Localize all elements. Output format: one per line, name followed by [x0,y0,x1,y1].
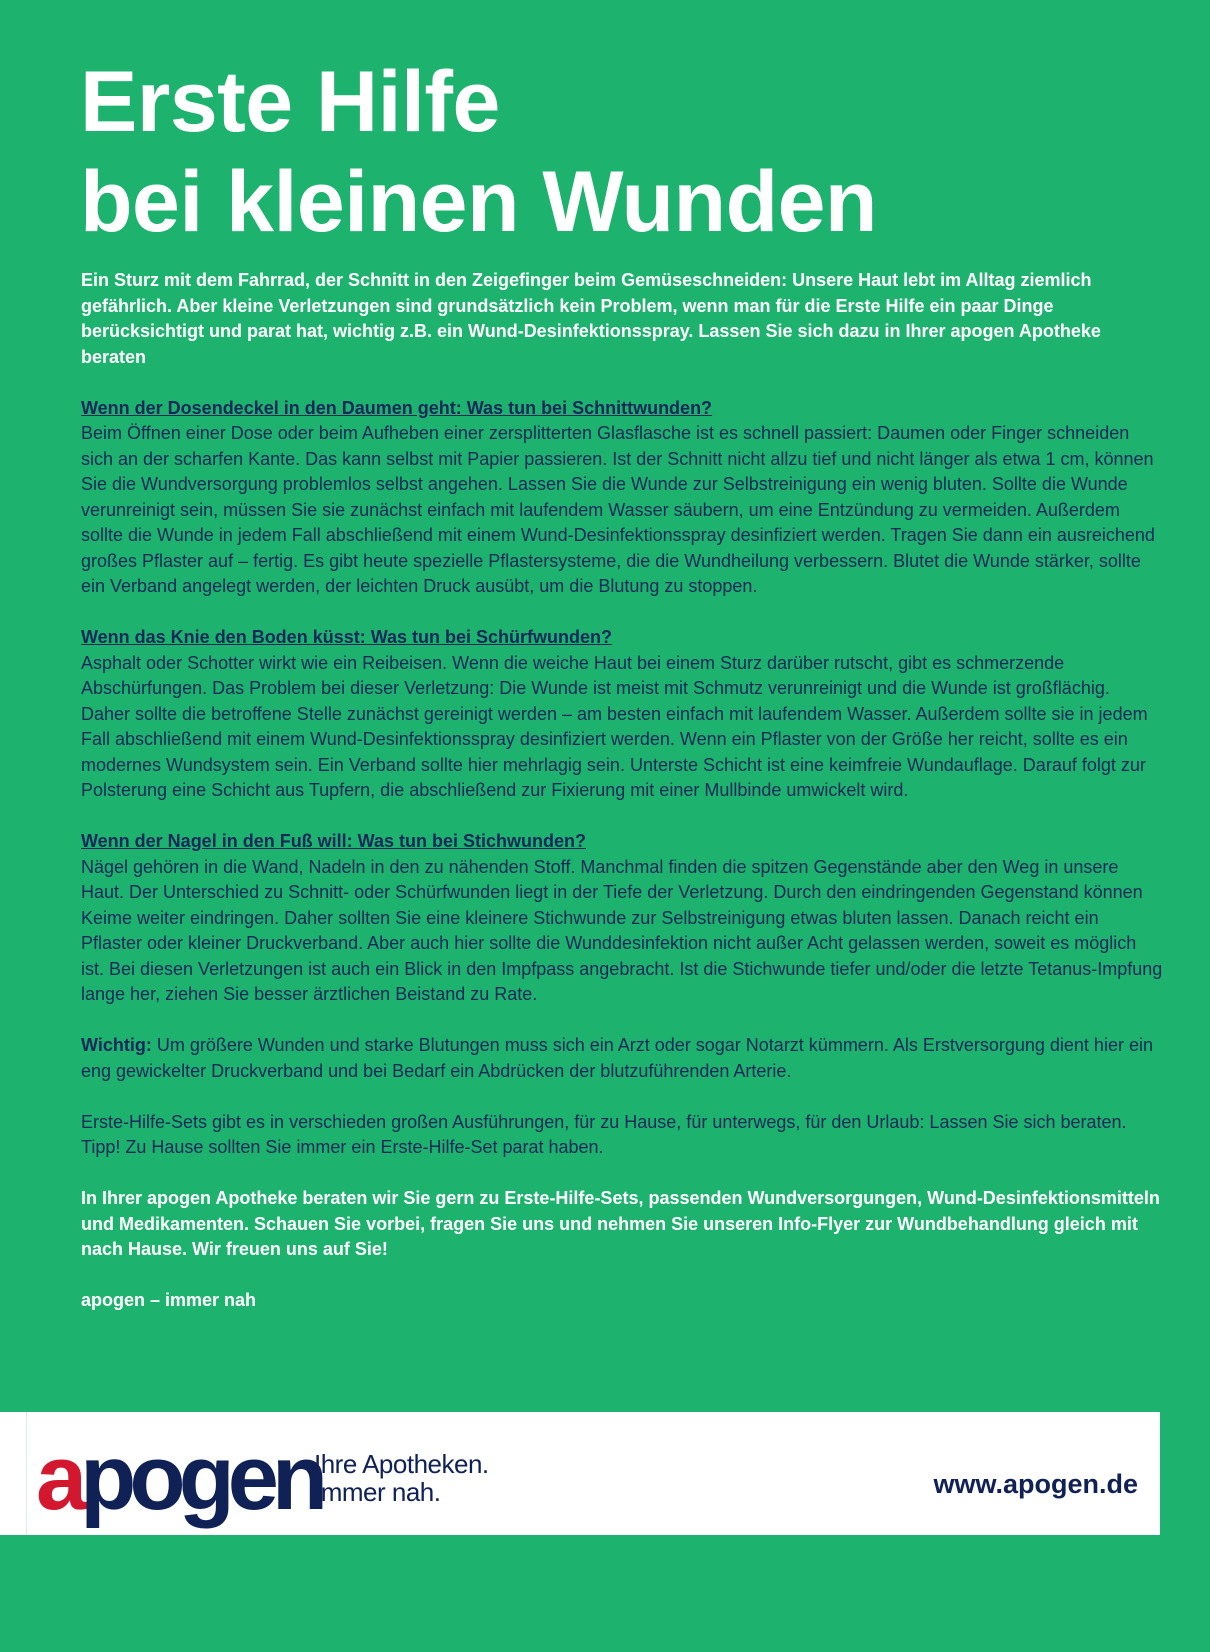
title-line-2: bei kleinen Wunden [80,154,877,250]
important-label: Wichtig: [81,1035,152,1055]
closing-paragraph: In Ihrer apogen Apotheke beraten wir Sie gern zu Erste-Hilfe-Sets, passenden Wundversorgungen, Wund-Desinfektionsmitteln und Medikamenten. Schauen Sie vorbei, fragen Sie uns und nehmen Sie unseren Info-Flyer zur Wundbehandlung gleich mit nach Hause. Wir freuen uns auf Sie! [81,1188,1160,1259]
section-heading: Wenn der Dosendeckel in den Daumen geht: Was tun bei Schnittwunden? [81,397,713,418]
section-body: Nägel gehören in die Wand, Nadeln in den zu nähenden Stoff. Manchmal finden die spitzen Gegenstände aber den Weg in unsere Haut. Der Unterschied zu Schnitt- oder Schürfwunden liegt in der Tiefe der Verletzung. Durch den eindringenden Gegenstand können Keime weiter eindringen. Daher sollten Sie eine kleinere Stichwunde zur Selbstreinigung etwas bluten lassen. Danach reicht ein Pflaster oder kleiner Druckverband. Aber auch hier sollte die Wunddesinfektion nicht außer Acht gelassen werden, soweit es möglich ist. Bei diesen Verletzungen ist auch ein Blick in den Impfpass angebracht. Ist die Stichwunde tiefer und/oder die letzte Tetanus-Impfung lange her, ziehen Sie besser ärztlichen Beistand zu Rate. [81,856,1163,1004]
page-title [80,52,877,252]
website-url: www.apogen.de [933,1469,1138,1499]
section-cuts [81,396,1163,600]
intro-paragraph: Ein Sturz mit dem Fahrrad, der Schnitt in den Zeigefinger beim Gemüseschneiden: Unsere Haut lebt im Alltag ziemlich gefährlich. Aber kleine Verletzungen sind grundsätzlich kein Problem, wenn man für die Erste Hilfe ein paar Dinge berücksichtigt und parat hat, wichtig z.B. ein Wund-Desinfektionsspray. Lassen Sie sich dazu in Ihrer apogen Apotheke beraten [81,270,1101,367]
title-line-1: Erste Hilfe [80,54,500,150]
section-abrasions [81,625,1163,804]
footer-divider [26,1412,27,1535]
article-body [81,268,1163,1339]
section-punctures [81,829,1163,1008]
important-note [81,1033,1163,1084]
apogen-logo [36,1427,322,1529]
tagline [314,1450,489,1506]
slogan: apogen – immer nah [81,1290,257,1310]
important-text: Um größere Wunden und starke Blutungen muss sich ein Arzt oder sogar Notarzt kümmern. Als Erstversorgung dient hier ein eng gewickelter Druckverband und bei Bedarf ein Abdrücken der blutzuführenden Arterie. [81,1035,1153,1081]
section-heading: Wenn der Nagel in den Fuß will: Was tun bei Stichwunden? [81,831,587,851]
tagline-line-2: Immer nah. [314,1477,441,1507]
logo-text: pogen [80,1427,322,1529]
logo-letter-a: a [36,1427,81,1529]
section-body: Beim Öffnen einer Dose oder beim Aufheben einer zersplitterten Glasflasche ist es schnell passiert: Daumen oder Finger schneiden sich an der scharfen Kante. Das kann selbst mit Papier passieren. Ist der Schnitt nicht allzu tief und nicht länger als etwa 1 cm, können Sie die Wundversorgung problemlos selbst angehen. Lassen Sie die Wunde zur Selbstreinigung ein wenig bluten. Sollte die Wunde verunreinigt sein, müssen Sie sie zunächst einfach mit laufendem Wasser säubern, um eine Entzündung zu vermeiden. Außerdem sollte die Wunde in jedem Fall abschließend mit einem Wund-Desinfektionsspray desinfiziert werden. Tragen Sie dann ein ausreichend großes Pflaster auf – fertig. Es gibt heute spezielle Pflastersysteme, die die Wundheilung verbessern. Blutet die Wunde stärker, sollte ein Verband angelegt werden, der leichten Druck ausübt, um die Blutung zu stoppen. [81,423,1155,596]
first-aid-sets-paragraph: Erste-Hilfe-Sets gibt es in verschieden großen Ausführungen, für zu Hause, für unterwegs, für den Urlaub: Lassen Sie sich beraten. Tipp! Zu Hause sollten Sie immer ein Erste-Hilfe-Set parat haben. [81,1111,1127,1157]
tagline-line-1: Ihre Apotheken. [314,1449,489,1479]
section-heading: Wenn das Knie den Boden küsst: Was tun bei Schürfwunden? [81,627,613,647]
section-body: Asphalt oder Schotter wirkt wie ein Reibeisen. Wenn die weiche Haut bei einem Sturz darüber rutscht, gibt es schmerzende Abschürfungen. Das Problem bei dieser Verletzung: Die Wunde ist meist mit Schmutz verunreinigt und die Wunde ist großflächig. Daher sollte die betroffene Stelle zunächst gereinigt werden – am besten einfach mit laufendem Wasser. Außerdem sollte sie in jedem Fall abschließend mit einem Wund-Desinfektionsspray desinfiziert werden. Wenn ein Pflaster von der Größe her reicht, sollte es ein modernes Wundsystem sein. Ein Verband sollte hier mehrlagig sein. Unterste Schicht ist eine keimfreie Wundauflage. Darauf folgt zur Polsterung eine Schicht aus Tupfern, die abschließend zur Fixierung mit einer Mullbinde umwickelt wird. [81,652,1148,800]
footer-bar [0,1412,1160,1535]
